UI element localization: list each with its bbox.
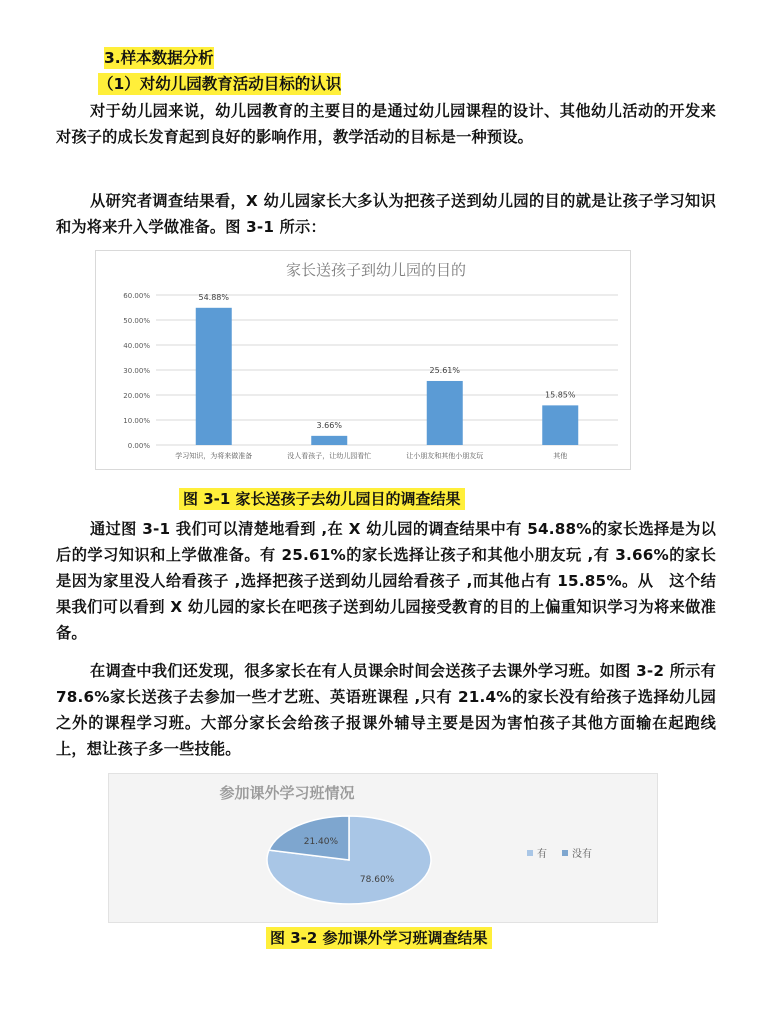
- legend-swatch: [562, 850, 568, 856]
- legend-label: 有: [537, 849, 547, 860]
- y-tick-label: 10.00%: [123, 417, 150, 425]
- paragraph-4: 在调查中我们还发现，很多家长在有人员课余时间会送孩子去课外学习班。如图 3-2 所示有 78.6%家长送孩子去参加一些才艺班、英语班课程 ,只有 21.4%的家长没有给孩子选择幼儿园之外的课程学习班。大部分家长会给孩子报课外辅导主要是因为害怕孩子其他方面输在起跑线上，想让孩子多一些技能。: [56, 662, 716, 758]
- figure-1-caption: 图 3-1 家长送孩子去幼儿园目的调查结果: [179, 488, 465, 510]
- bar-chart: [96, 251, 630, 469]
- bar: [427, 381, 463, 445]
- x-category-label: 没人看孩子，让幼儿园看忙: [287, 452, 372, 460]
- pie-chart: [109, 774, 657, 922]
- pie-slice-label: 21.40%: [303, 837, 339, 848]
- section-title: 3.样本数据分析: [104, 49, 214, 67]
- x-category-label: 其他: [553, 452, 568, 460]
- x-category-label: 学习知识，为将来做准备: [175, 452, 253, 460]
- x-category-label: 让小朋友和其他小朋友玩: [406, 452, 484, 460]
- y-tick-label: 50.00%: [123, 317, 150, 325]
- paragraph-3: 通过图 3-1 我们可以清楚地看到 ,在 X 幼儿园的调查结果中有 54.88%的家长选择是为以后的学习知识和上学做准备。有 25.61%的家长选择让孩子和其他小朋友玩 ,有 3.66%的家长是因为家里没人给看孩子 ,选择把孩子送到幼儿园给看孩子 ,而其他占有 15.85%。从 这个结果我们可以看到 X 幼儿园的家长在吧孩子送到幼儿园接受教育的目的上偏重知识学习为将来做准备。: [56, 520, 716, 642]
- bar-value-label: 15.85%: [544, 390, 576, 400]
- bar: [542, 405, 578, 445]
- y-tick-label: 60.00%: [123, 292, 150, 300]
- bar: [311, 436, 347, 445]
- bar-value-label: 3.66%: [316, 420, 342, 430]
- y-tick-label: 40.00%: [123, 342, 150, 350]
- y-tick-label: 20.00%: [123, 392, 150, 400]
- figure-2-caption: 图 3-2 参加课外学习班调查结果: [266, 927, 492, 949]
- legend-label: 没有: [572, 849, 592, 860]
- bar-chart-frame: [95, 250, 631, 470]
- paragraph-2: 从研究者调查结果看，X 幼儿园家长大多认为把孩子送到幼儿园的目的就是让孩子学习知识和为将来升入学做准备。图 3-1 所示：: [56, 192, 716, 236]
- pie-slice-label: 78.60%: [359, 874, 395, 885]
- bar-value-label: 54.88%: [198, 292, 230, 302]
- legend-swatch: [527, 850, 533, 856]
- y-tick-label: 0.00%: [127, 442, 150, 450]
- section-subtitle: （1）对幼儿园教育活动目标的认识: [98, 75, 342, 93]
- pie-chart-title: 参加课外学习班情况: [219, 784, 355, 802]
- paragraph-1: 对于幼儿园来说，幼儿园教育的主要目的是通过幼儿园课程的设计、其他幼儿活动的开发来对孩子的成长发育起到良好的影响作用，教学活动的目标是一种预设。: [56, 102, 716, 146]
- bar-chart-title: 家长送孩子到幼儿园的目的: [285, 261, 467, 279]
- bar: [196, 308, 232, 445]
- y-tick-label: 30.00%: [123, 367, 150, 375]
- bar-value-label: 25.61%: [429, 365, 461, 375]
- pie-chart-frame: [108, 773, 658, 923]
